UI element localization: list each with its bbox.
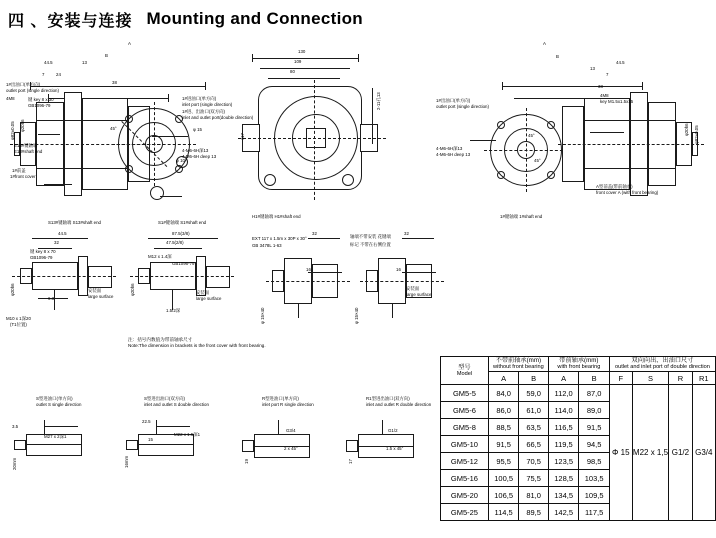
th-g2-en: with front bearing	[557, 364, 601, 371]
drawing-front-cover-right	[440, 36, 716, 216]
th-col-b1: B	[519, 372, 548, 385]
cell-b1: 59,0	[519, 385, 548, 402]
page-title	[8, 6, 708, 32]
cell-model: GM5-8	[441, 419, 489, 436]
cell-b2: 109,5	[579, 487, 610, 504]
drawing-shaft-s13	[8, 228, 118, 328]
cell-a2: 128,5	[548, 470, 579, 487]
th-model-cn: 型号	[458, 363, 471, 371]
cell-a2: 142,5	[548, 504, 579, 521]
th-g1-en: without front bearing	[493, 364, 544, 371]
cell-model: GM5-16	[441, 470, 489, 487]
cell-a1: 95,5	[488, 453, 519, 470]
cell-a2: 119,5	[548, 436, 579, 453]
th-group-with	[548, 357, 609, 372]
drawing-port-r-double	[342, 400, 452, 470]
cell-b1: 70,5	[519, 453, 548, 470]
drawing-note	[128, 337, 308, 348]
th-group-without	[488, 357, 548, 372]
cell-model: GM5-25	[441, 504, 489, 521]
cell-b1: 81,0	[519, 487, 548, 504]
cell-b1: 89,5	[519, 504, 548, 521]
cell-s: M22 x 1,5	[632, 385, 669, 521]
cell-a1: 91,5	[488, 436, 519, 453]
cell-b2: 87,0	[579, 385, 610, 402]
note-cn: 注：括号内数值为带前轴承尺寸	[128, 337, 193, 342]
cell-a1: 100,5	[488, 470, 519, 487]
cell-model: GM5-12	[441, 453, 489, 470]
cell-a2: 116,5	[548, 419, 579, 436]
cell-a1: 88,5	[488, 419, 519, 436]
cell-b1: 75,5	[519, 470, 548, 487]
model-dimension-table	[440, 356, 716, 521]
cell-a1: 86,0	[488, 402, 519, 419]
th-g3-cn: 双向向出、出油口尺寸	[631, 357, 694, 365]
th-g2-cn: 带前轴承(mm)	[559, 357, 599, 365]
th-col-s: S	[632, 372, 669, 385]
th-col-a2: A	[548, 372, 579, 385]
cell-b2: 89,0	[579, 402, 610, 419]
cell-f: Φ 15	[609, 385, 632, 521]
cell-a2: 112,0	[548, 385, 579, 402]
cell-a1: 106,5	[488, 487, 519, 504]
table-row	[441, 385, 716, 402]
cell-b2: 103,5	[579, 470, 610, 487]
th-col-a1: A	[488, 372, 519, 385]
th-model-en: Model	[456, 370, 473, 377]
cell-b2: 98,5	[579, 453, 610, 470]
cell-b2: 117,5	[579, 504, 610, 521]
cell-r: G1/2	[669, 385, 692, 521]
cell-a1: 114,5	[488, 504, 519, 521]
th-col-r1: R1	[692, 372, 715, 385]
cell-model: GM5-10	[441, 436, 489, 453]
page-title-en: Mounting and Connection	[146, 9, 363, 28]
th-group-ports	[609, 357, 715, 372]
th-col-b2: B	[579, 372, 610, 385]
drawing-pump-section	[230, 36, 390, 216]
cell-b1: 63,5	[519, 419, 548, 436]
cell-r1: G3/4	[692, 385, 715, 521]
page-title-cn: 四 、安装与连接	[8, 12, 133, 30]
cell-b2: 94,5	[579, 436, 610, 453]
cell-a2: 134,5	[548, 487, 579, 504]
cell-model: GM5-5	[441, 385, 489, 402]
th-model	[441, 357, 489, 385]
th-col-r: R	[669, 372, 692, 385]
cell-a2: 114,0	[548, 402, 579, 419]
cell-b1: 61,0	[519, 402, 548, 419]
drawing-port-r-single	[238, 400, 348, 470]
cell-a2: 123,5	[548, 453, 579, 470]
cell-b2: 91,5	[579, 419, 610, 436]
cell-a1: 84,0	[488, 385, 519, 402]
th-col-f: F	[609, 372, 632, 385]
th-g1-cn: 不带前轴承(mm)	[495, 357, 542, 365]
page-root: 四 、安装与连接 Mounting and Connection A B 44.5 13 7 24 38 4M8 φ82±0.05 φ20h6 45° φ 15 φ 10 1#前盖 1#front cover 1#进油口(单方向) inlet port (single direction) 1#进、出油口(双方向) inlet and outlet port(double direction) 4-M6-6H深13 4-M6-6H deep 13 1#出油口(单方向) outlet port (single direction) E13#键轴端 E13#shaft end 键 key 8 x 30 GB1096-79 130 109 80 117 2-11孔13 H1#键轴端 H1#shaft end A B 44.5 13 7 38 4M8 key M1.5x1.5x15 φ82±0.05 φ20h6 45° 45° 1#出油口(单方向) outlet port (single direction) 4-M6-6H深13 4-M6-6H deep 13 A型前盖(带前轴承) front cover A (with front bearing) 1#键轴端 1#shaft end S13#键轴端 S13#shaft end 44.5 32 键 key 8 x 70 GB1096-79 φ20h6 M10 x 1深20 (T1位置) 6.3 安装面 large surface S1#键轴端 S1#shaft end 87.5(3/8) 47.5(2/8) M12 x 1.4深 GB1096-79 φ20h6 1.5/2深 安装面 large surface EXT 117 x 1.5m x 30P x 30° GB 3478L 1-63 32 16 φ 15×40 轴端不带安装 花键端 标记 不带在右侧位置 32 16 安装面 large surface φ 15×40 注：括号内数值为带前轴承尺寸 Note:The dimension in brackets is the front cover with front bearing. S型进油口(单方向) outlet S single direction 20mm M27 x 2深1 3.5 S型进出油口(双方向) inlet and outlet S double direction 16mm M22 x 1.5深1 22.5 15 R型进油口(单方向) inlet port R single direction G3/4 2 x 45° 19 R1型进出油口(双方向) inlet and outlet R double direction G1/2 1.5 x 45° 17 型号 Model 不带前轴承(mm) without front bearing 带前轴承(mm) with front bearing 双向向出、出油口尺寸 outlet and inlet port of double direction A B A B F S R R1 GM5-5 84,0 59,0 112,0 87,0 Φ 15 M22 x 1,5 G1/2 G3/4 GM5-6 86,0 61,0 114,0 89,0 GM5-8 88,5 63,5 116,5 91,5 GM5-10 91,5 66,5 119,5 94,5 GM5-12 95,5 70,5 123,5 98,5 GM5-16 100,5 75,5 128,5 103,5 GM5-20 106,5 81,0 134,5 109,5 GM5-25 114,5 89,5 142,5 117,5	[0, 0, 716, 538]
cell-model: GM5-6	[441, 402, 489, 419]
th-g3-en: outlet and inlet port of double direction	[615, 364, 710, 371]
cell-b1: 66,5	[519, 436, 548, 453]
cell-model: GM5-20	[441, 487, 489, 504]
note-en: Note:The dimension in brackets is the front cover with front bearing.	[128, 342, 266, 348]
